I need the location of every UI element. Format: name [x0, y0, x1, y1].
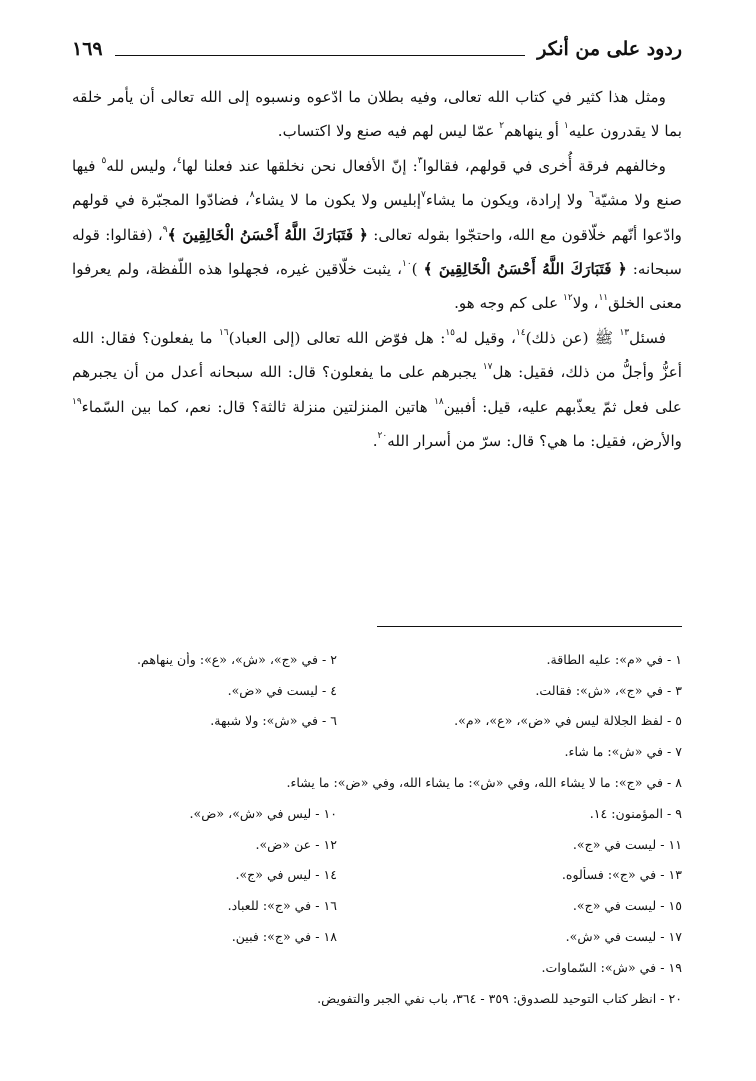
footnote: ٨ - في «ج»: ما لا يشاء الله، وفي «ش»: ما يشاء الله، وفي «ض»: ما يشاء.: [286, 775, 682, 791]
footnote: ١٥ - ليست في «ج».: [572, 898, 682, 914]
quran-quote: ﴿ فَتَبَارَكَ اللَّهُ أَحْسَنُ الْخَالِقِينَ ﴾: [423, 260, 627, 279]
footnote-row: [72, 952, 682, 983]
footnote-ref: ١: [563, 121, 569, 132]
footnote-row: [72, 706, 682, 737]
footnote: ٧ - في «ش»: ما شاء.: [564, 744, 682, 760]
footnote: ٥ - لفظ الجلالة ليس في «ض»، «ع»، «م».: [454, 713, 682, 729]
main-text: [72, 80, 682, 458]
footnote-ref: ٩: [162, 224, 168, 235]
footnote: ١٧ - ليست في «ش».: [565, 929, 682, 945]
footnote-row: [72, 675, 682, 706]
footnote-separator: [377, 626, 682, 627]
footnote-ref: ٨: [249, 190, 255, 201]
footnote-row: [72, 921, 682, 952]
footnote-ref: ٢٠: [377, 431, 388, 442]
footnote: ٢ - في «ج»، «ش»، «ع»: وأن ينهاهم.: [137, 651, 337, 667]
footnote: ٩ - المؤمنون: ١٤.: [589, 805, 682, 821]
paragraph-1: ومثل هذا كثير في كتاب الله تعالى، وفيه بطلان ما ادّعوه ونسبوه إلى الله تعالى أن يأمر خلقه بما لا يقدرون عليه$^١$ أو ينهاهم$^٢$ عمّا ليس لهم فيه صنع ولا اكتساب.: [72, 88, 682, 141]
footnote-ref: ٣: [417, 155, 423, 166]
footnote: ١٣ - في «ج»: فسألوه.: [561, 867, 682, 883]
paragraph-2: وخالفهم فرقة أُخرى في قولهم، فقالوا$^٣$: إنّ الأفعال نحن نخلقها عند فعلنا لها$^٤$، وليس لله$^٥$ فيها صنع ولا مشيّة$^٦$ ولا إرادة، ويكون ما يشاء$^٧$إبليس ولا يكون ما لا يشاء$^٨$، فضادّوا المجبّرة في قولهم وادّعوا أنّهم خلّاقون مع الله، واحتجّوا بقوله تعالى: ﴿ فَتَبَارَكَ اللَّهُ أَحْسَنُ الْخَالِقِينَ ﴾$^٩$، (فقالوا: قوله سبحانه: ﴿ فَتَبَارَكَ اللَّهُ أَحْسَنُ الْخَالِقِينَ ﴾ )$^{١٠}$، يثبت خلّاقين غيره، فجهلوا هذه اللّفظة، ولم يعرفوا معنى الخلق$^{١١}$، ولا$^{١٢}$ على كم وجه هو.: [72, 155, 683, 313]
footnote-ref: ٧: [421, 190, 426, 201]
footnote-ref: ٥: [101, 155, 107, 166]
running-title: ردود على من أنكر: [537, 38, 682, 60]
footnote: ١٩ - في «ش»: السّماوات.: [541, 959, 682, 975]
footnote-ref: ١٠: [401, 259, 412, 270]
paragraph-3: فسئل$^{١٣}$ ﷺ (عن ذلك)$^{١٤}$، وقيل له$^{١٥}$: هل فوّض الله تعالى (إلى العباد)$^{١٦}$ ما يفعلون؟ فقال: الله أعزُّ وأجلُّ من ذلك، فقيل: هل$^{١٧}$ يجبرهم على ما يفعلون؟ قال: الله سبحانه أعدل من أن يجبرهم على فعل ثمّ يعذّبهم عليه، قيل: أفبين$^{١٨}$ هاتين المنزلتين منزلة ثالثة؟ قال: نعم، كما بين السّماء$^{١٩}$ والأرض، فقيل: ما هي؟ قال: سرّ من أسرار الله$^{٢٠}$.: [72, 327, 682, 451]
footnote-ref: ٤: [176, 155, 182, 166]
footnote-row: [72, 767, 682, 798]
footnote: ٦ - في «ش»: ولا شبهة.: [210, 713, 337, 729]
footnote: ١٨ - في «ج»: فبين.: [231, 929, 337, 945]
footnote-ref: ١٨: [434, 396, 444, 407]
footnote-ref: ١٣: [619, 327, 630, 338]
header-rule: [115, 55, 526, 56]
footnote-row: [72, 829, 682, 860]
footnote-row: [72, 644, 682, 675]
footnote-ref: ١١: [598, 293, 609, 304]
footnote-row: [72, 860, 682, 891]
footnote: ١٠ - ليس في «ش»، «ض».: [189, 805, 337, 821]
footnote-row: [72, 736, 682, 767]
footnote-ref: ١٧: [482, 362, 493, 373]
footnote-ref: ٦: [589, 190, 594, 201]
footnote-ref: ١٤: [515, 327, 526, 338]
footnote: ٤ - ليست في «ض».: [227, 682, 337, 698]
quran-quote: ﴿ فَتَبَارَكَ اللَّهُ أَحْسَنُ الْخَالِقِينَ ﴾: [167, 225, 368, 244]
footnote-ref: ١٩: [72, 396, 82, 407]
footnote-row: [72, 983, 682, 1014]
footnote: ١٤ - ليس في «ج».: [235, 867, 337, 883]
footnote: ١٦ - في «ج»: للعباد.: [227, 898, 337, 914]
running-header: [72, 34, 682, 64]
footnote-ref: ٢: [499, 121, 505, 132]
footnote: ٣ - في «ج»، «ش»: فقالت.: [535, 682, 682, 698]
footnote-ref: ١٦: [218, 327, 229, 338]
footnote-ref: ١٢: [563, 293, 573, 304]
footnote-row: [72, 890, 682, 921]
footnote-row: [72, 798, 682, 829]
page-number: ١٦٩: [72, 38, 103, 60]
footnotes: [72, 644, 682, 1014]
footnote: ١١ - ليست في «ج».: [572, 836, 682, 852]
footnote: ٢٠ - انظر كتاب التوحيد للصدوق: ٣٥٩ - ٣٦٤، باب نفي الجبر والتفويض.: [317, 990, 682, 1006]
footnote: ١٢ - عن «ض».: [255, 836, 337, 852]
footnote-ref: ١٥: [445, 327, 456, 338]
footnote: ١ - في «م»: عليه الطاقة.: [546, 651, 682, 667]
